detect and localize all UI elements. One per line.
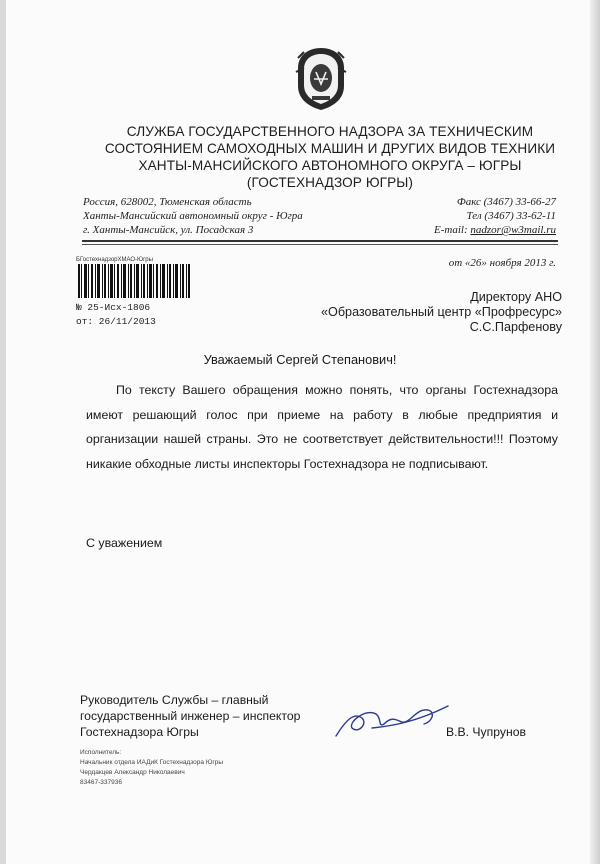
addressee-line: «Образовательный центр «Профресурс» [321,305,562,319]
email-line [434,224,556,236]
registration-date: от: 26/11/2013 [76,316,156,327]
body-paragraph: По тексту Вашего обращения можно понять, что органы Гостехнадзора имеют решающий голос при приеме на работу в любые предприятия и организации нашей страны. Это не соответствует действительности!!! Поэтому никакие обходные листы инспекторы Гостехнадзора не подписывают. [86,383,558,471]
scan-edge-left [0,0,6,864]
org-name-line: СОСТОЯНИЕМ САМОХОДНЫХ МАШИН И ДРУГИХ ВИДОВ ТЕХНИКИ [104,141,556,156]
barcode-image [78,264,190,298]
letter-date: от «26» ноября 2013 г. [448,257,556,269]
letter-body [86,378,558,476]
org-name-line: СЛУЖБА ГОСУДАРСТВЕННОГО НАДЗОРА ЗА ТЕХНИЧЕСКИМ [126,124,534,139]
address-line: Ханты-Мансийский автономный округ - Югра [83,210,303,222]
closing-phrase: С уважением [86,536,163,550]
signatory-title-line: государственный инженер – инспектор [80,709,301,723]
signatory-title-line: Руководитель Службы – главный [80,693,269,707]
signatory-title-line: Гостехнадзора Югры [80,725,199,739]
address-line: г. Ханты-Мансийск, ул. Посадская 3 [83,224,254,236]
address-line: Россия, 628002, Тюменская область [83,196,252,208]
fax-number: Факс (3467) 33-66-27 [456,196,556,208]
handwritten-signature [332,698,452,742]
registration-number: № 25-Исх-1806 [76,302,151,313]
email-link[interactable]: nadzor@w3mail.ru [470,224,556,236]
header-divider [82,240,558,242]
org-name-line: ХАНТЫ-МАНСИЙСКОГО АВТОНОМНОГО ОКРУГА – ЮГРЫ [138,158,522,173]
executor-line: Чердакцев Александр Николаевич [80,769,185,776]
addressee-line: Директору АНО [470,290,562,304]
coat-of-arms-emblem-icon [292,44,350,112]
greeting: Уважаемый Сергей Степанович! [203,352,397,367]
email-label: E-mail: [434,224,471,236]
addressee-line: С.С.Парфенову [469,320,562,334]
header-divider-thin [82,244,558,245]
executor-line: 83467-337936 [80,779,122,786]
signatory-name: В.В. Чупрунов [446,725,526,739]
executor-line: Начальник отдела ИАДиК Гостехнадзора Югры [80,759,224,766]
barcode-caption: БГостехнадзорХМАО-Югры [76,257,153,263]
org-name-line: (ГОСТЕХНАДЗОР ЮГРЫ) [246,175,414,190]
phone-number: Тел (3467) 33-62-11 [466,210,556,222]
executor-line: Исполнитель: [80,749,122,756]
